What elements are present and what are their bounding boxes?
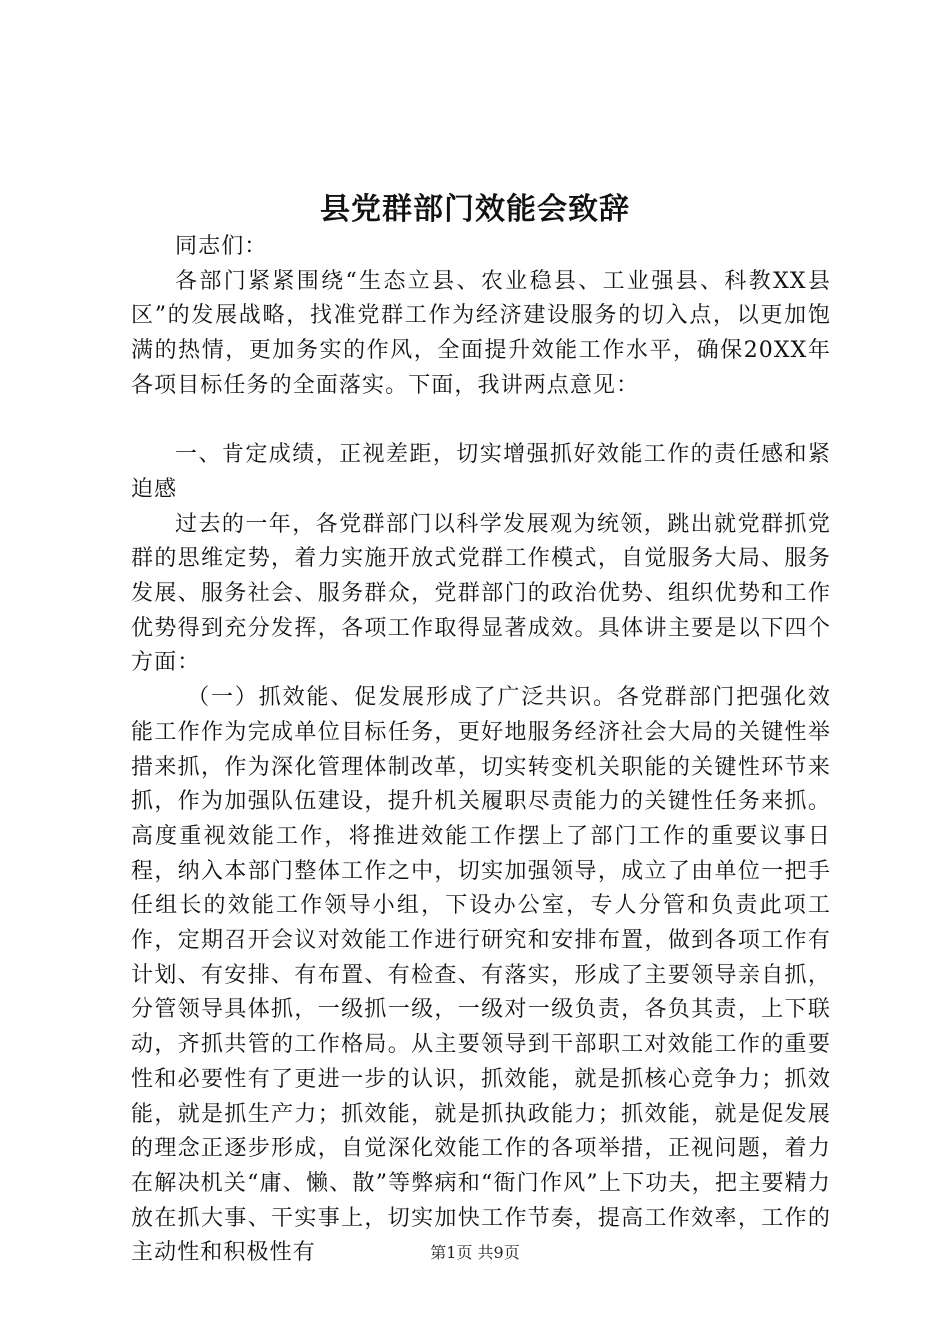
page-number: 第1页 共9页 bbox=[430, 1243, 520, 1262]
greeting: 同志们： bbox=[175, 234, 268, 259]
body-paragraph: 过去的一年，各党群部门以科学发展观为统领，跳出就党群抓党群的思维定势，着力实施开放式党群工作模式，自觉服务大局、服务发展、服务社会、服务群众，党群部门的政治优势、组织优势和工作优势得到充分发挥，各项工作取得显著成效。具体讲主要是以下四个方面： bbox=[131, 511, 831, 676]
subsection-paragraph: （一）抓效能、促发展形成了广泛共识。各党群部门把强化效能工作作为完成单位目标任务，更好地服务经济社会大局的关键性举措来抓，作为深化管理体制改革，切实转变机关职能的关键性环节来抓，作为加强队伍建设，提升机关履职尽责能力的关键性任务来抓。高度重视效能工作，将推进效能工作摆上了部门工作的重要议事日程，纳入本部门整体工作之中，切实加强领导，成立了由单位一把手任组长的效能工作领导小组，下设办公室，专人分管和负责此项工作，定期召开会议对效能工作进行研究和安排布置，做到各项工作有计划、有安排、有布置、有检查、有落实，形成了主要领导亲自抓，分管领导具体抓，一级抓一级，一级对一级负责，各负其责，上下联动，齐抓共管的工作格局。从主要领导到干部职工对效能工作的重要性和必要性有了更进一步的认识，抓效能，就是抓核心竞争力；抓效能，就是抓生产力；抓效能，就是抓执政能力；抓效能，就是促发展的理念正逐步形成，自觉深化效能工作的各项举措，正视问题，着力在解决机关“庸、懒、散”等弊病和“衙门作风”上下功夫，把主要精力放在抓大事、干实事上，切实加快工作节奏，提高工作效率，工作的主动性和积极性有 bbox=[131, 685, 831, 1266]
section-heading: 一、肯定成绩，正视差距，切实增强抓好效能工作的责任感和紧迫感 bbox=[131, 442, 831, 502]
document-body bbox=[131, 230, 831, 1271]
page-title: 县党群部门效能会致辞 bbox=[320, 192, 630, 227]
intro-paragraph: 各部门紧紧围绕“生态立县、农业稳县、工业强县、科教XX县区”的发展战略，找准党群工作为经济建设服务的切入点，以更加饱满的热情，更加务实的作风，全面提升效能工作水平，确保20XX年各项目标任务的全面落实。下面，我讲两点意见： bbox=[131, 268, 831, 398]
